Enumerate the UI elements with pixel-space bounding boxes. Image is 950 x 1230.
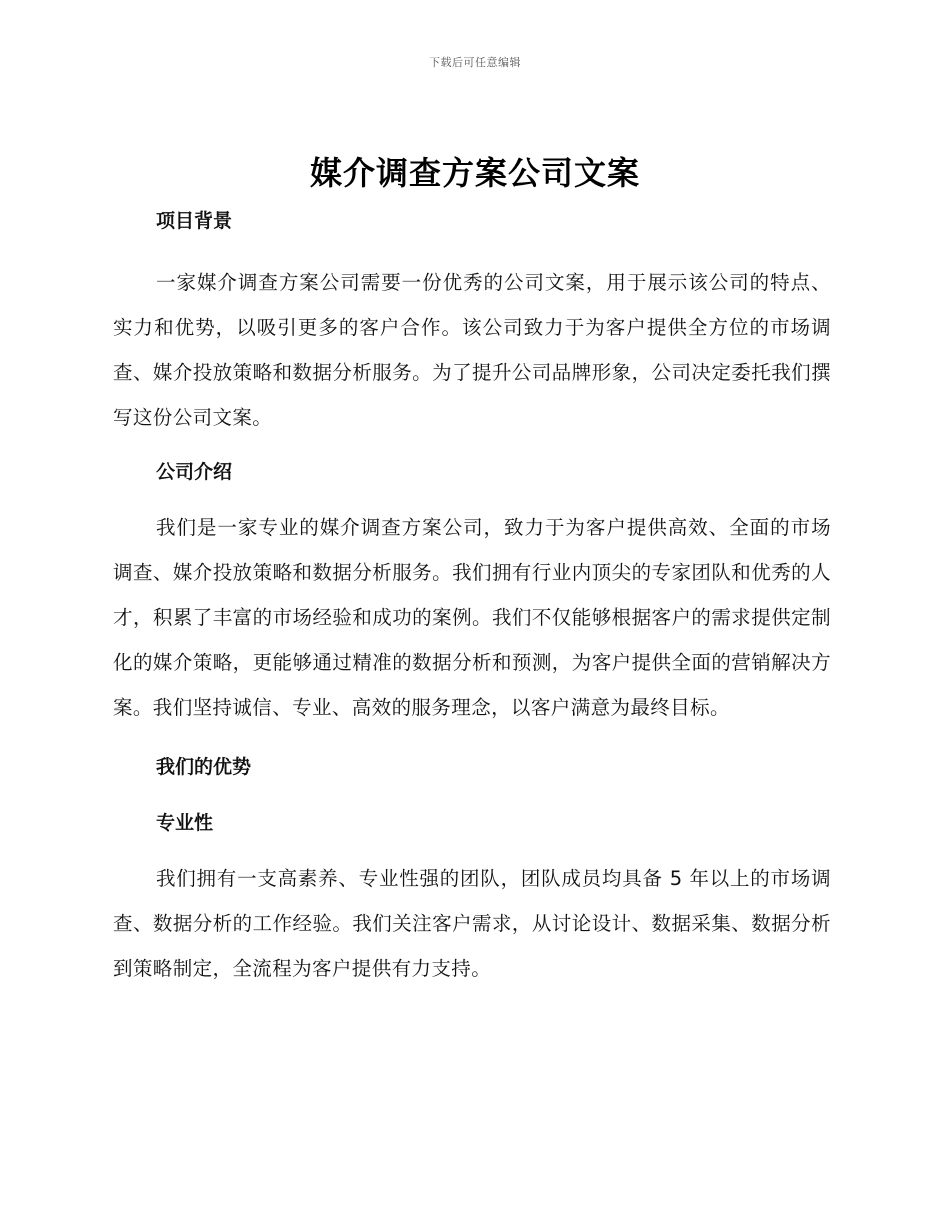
section-heading-professionalism: 专业性	[156, 812, 214, 834]
header-note: 下载后可任意编辑	[429, 56, 521, 69]
section-heading-company-intro: 公司介绍	[156, 461, 233, 483]
document-title: 媒介调查方案公司文案	[309, 154, 640, 192]
section-heading-background: 项目背景	[156, 210, 233, 232]
section-paragraph-background: 一家媒介调查方案公司需要一份优秀的公司文案，用于展示该公司的特点、实力和优势，以吸引更多的客户合作。该公司致力于为客户提供全方位的市场调查、媒介投放策略和数据分析服务。为了提升公司品牌形象，公司决定委托我们撰写这份公司文案。	[113, 271, 831, 429]
section-heading-advantages: 我们的优势	[156, 756, 252, 778]
document-body	[113, 203, 831, 991]
section-paragraph-professionalism: 我们拥有一支高素养、专业性强的团队，团队成员均具备 5 年以上的市场调查、数据分析的工作经验。我们关注客户需求，从讨论设计、数据采集、数据分析到策略制定，全流程为客户提供有力支持。	[113, 867, 831, 980]
section-paragraph-company-intro: 我们是一家专业的媒介调查方案公司，致力于为客户提供高效、全面的市场调查、媒介投放策略和数据分析服务。我们拥有行业内顶尖的专家团队和优秀的人才，积累了丰富的市场经验和成功的案例。我们不仅能够根据客户的需求提供定制化的媒介策略，更能够通过精准的数据分析和预测，为客户提供全面的营销解决方案。我们坚持诚信、专业、高效的服务理念，以客户满意为最终目标。	[113, 516, 831, 719]
